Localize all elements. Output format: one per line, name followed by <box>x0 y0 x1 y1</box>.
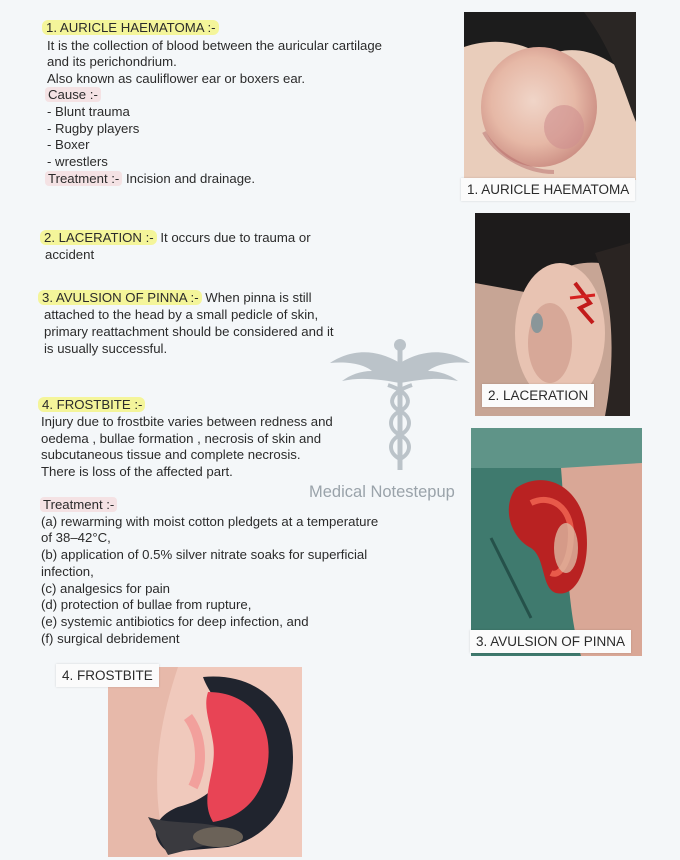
avulsion-caption: 3. AVULSION OF PINNA <box>470 630 631 653</box>
laceration-caption: 2. LACERATION <box>482 384 594 407</box>
treatment-item: (d) protection of bullae from rupture, <box>41 597 252 612</box>
auricle-line-2: and its perichondrium. <box>47 54 177 69</box>
auricle-line-1: It is the collection of blood between the auricular cartilage <box>47 38 383 53</box>
watermark-text: Medical Notestepup <box>309 483 455 501</box>
frostbite-line-3: subcutaneous tissue and complete necrosis. <box>41 447 301 462</box>
frostbite-treatment-label: Treatment :- <box>40 497 117 514</box>
cause-item: - Blunt trauma <box>47 104 130 119</box>
treatment-item: (f) surgical debridement <box>41 631 180 646</box>
avulsion-line-4: is usually successful. <box>44 341 168 356</box>
auricle-haematoma-photo <box>464 12 636 180</box>
caduceus-icon <box>330 335 470 475</box>
frostbite-caption: 4. FROSTBITE <box>56 664 159 687</box>
frostbite-line-2: oedema , bullae formation , necrosis of skin and <box>41 431 322 446</box>
laceration-heading: 2. LACERATION :- It occurs due to trauma or <box>40 230 311 247</box>
avulsion-heading: 3. AVULSION OF PINNA :- When pinna is still <box>38 290 312 307</box>
avulsion-photo <box>471 428 642 656</box>
auricle-treatment: Treatment :- Incision and drainage. <box>45 171 255 188</box>
frostbite-photo <box>108 667 302 857</box>
cause-label: Cause :- <box>45 87 101 104</box>
treatment-item: (c) analgesics for pain <box>41 581 171 596</box>
avulsion-line-2: attached to the head by a small pedicle of skin, <box>44 307 319 322</box>
treatment-item: (e) systemic antibiotics for deep infection, and <box>41 614 309 629</box>
avulsion-line-3: primary reattachment should be considered and it <box>44 324 334 339</box>
treatment-item: of 38–42°C, <box>41 530 111 545</box>
auricle-caption: 1. AURICLE HAEMATOMA <box>461 178 635 201</box>
auricle-line-3: Also known as cauliflower ear or boxers ear. <box>47 71 306 86</box>
cause-item: - wrestlers <box>47 154 108 169</box>
laceration-line-2: accident <box>45 247 95 262</box>
auricle-heading: 1. AURICLE HAEMATOMA :- <box>42 20 219 37</box>
treatment-item: (b) application of 0.5% silver nitrate soaks for superficial <box>41 547 368 562</box>
treatment-item: infection, <box>41 564 94 579</box>
cause-item: - Rugby players <box>47 121 140 136</box>
frostbite-heading: 4. FROSTBITE :- <box>38 397 145 414</box>
cause-item: - Boxer <box>47 137 90 152</box>
frostbite-line-4: There is loss of the affected part. <box>41 464 233 479</box>
frostbite-line-1: Injury due to frostbite varies between redness and <box>41 414 333 429</box>
treatment-item: (a) rewarming with moist cotton pledgets at a temperature <box>41 514 379 529</box>
